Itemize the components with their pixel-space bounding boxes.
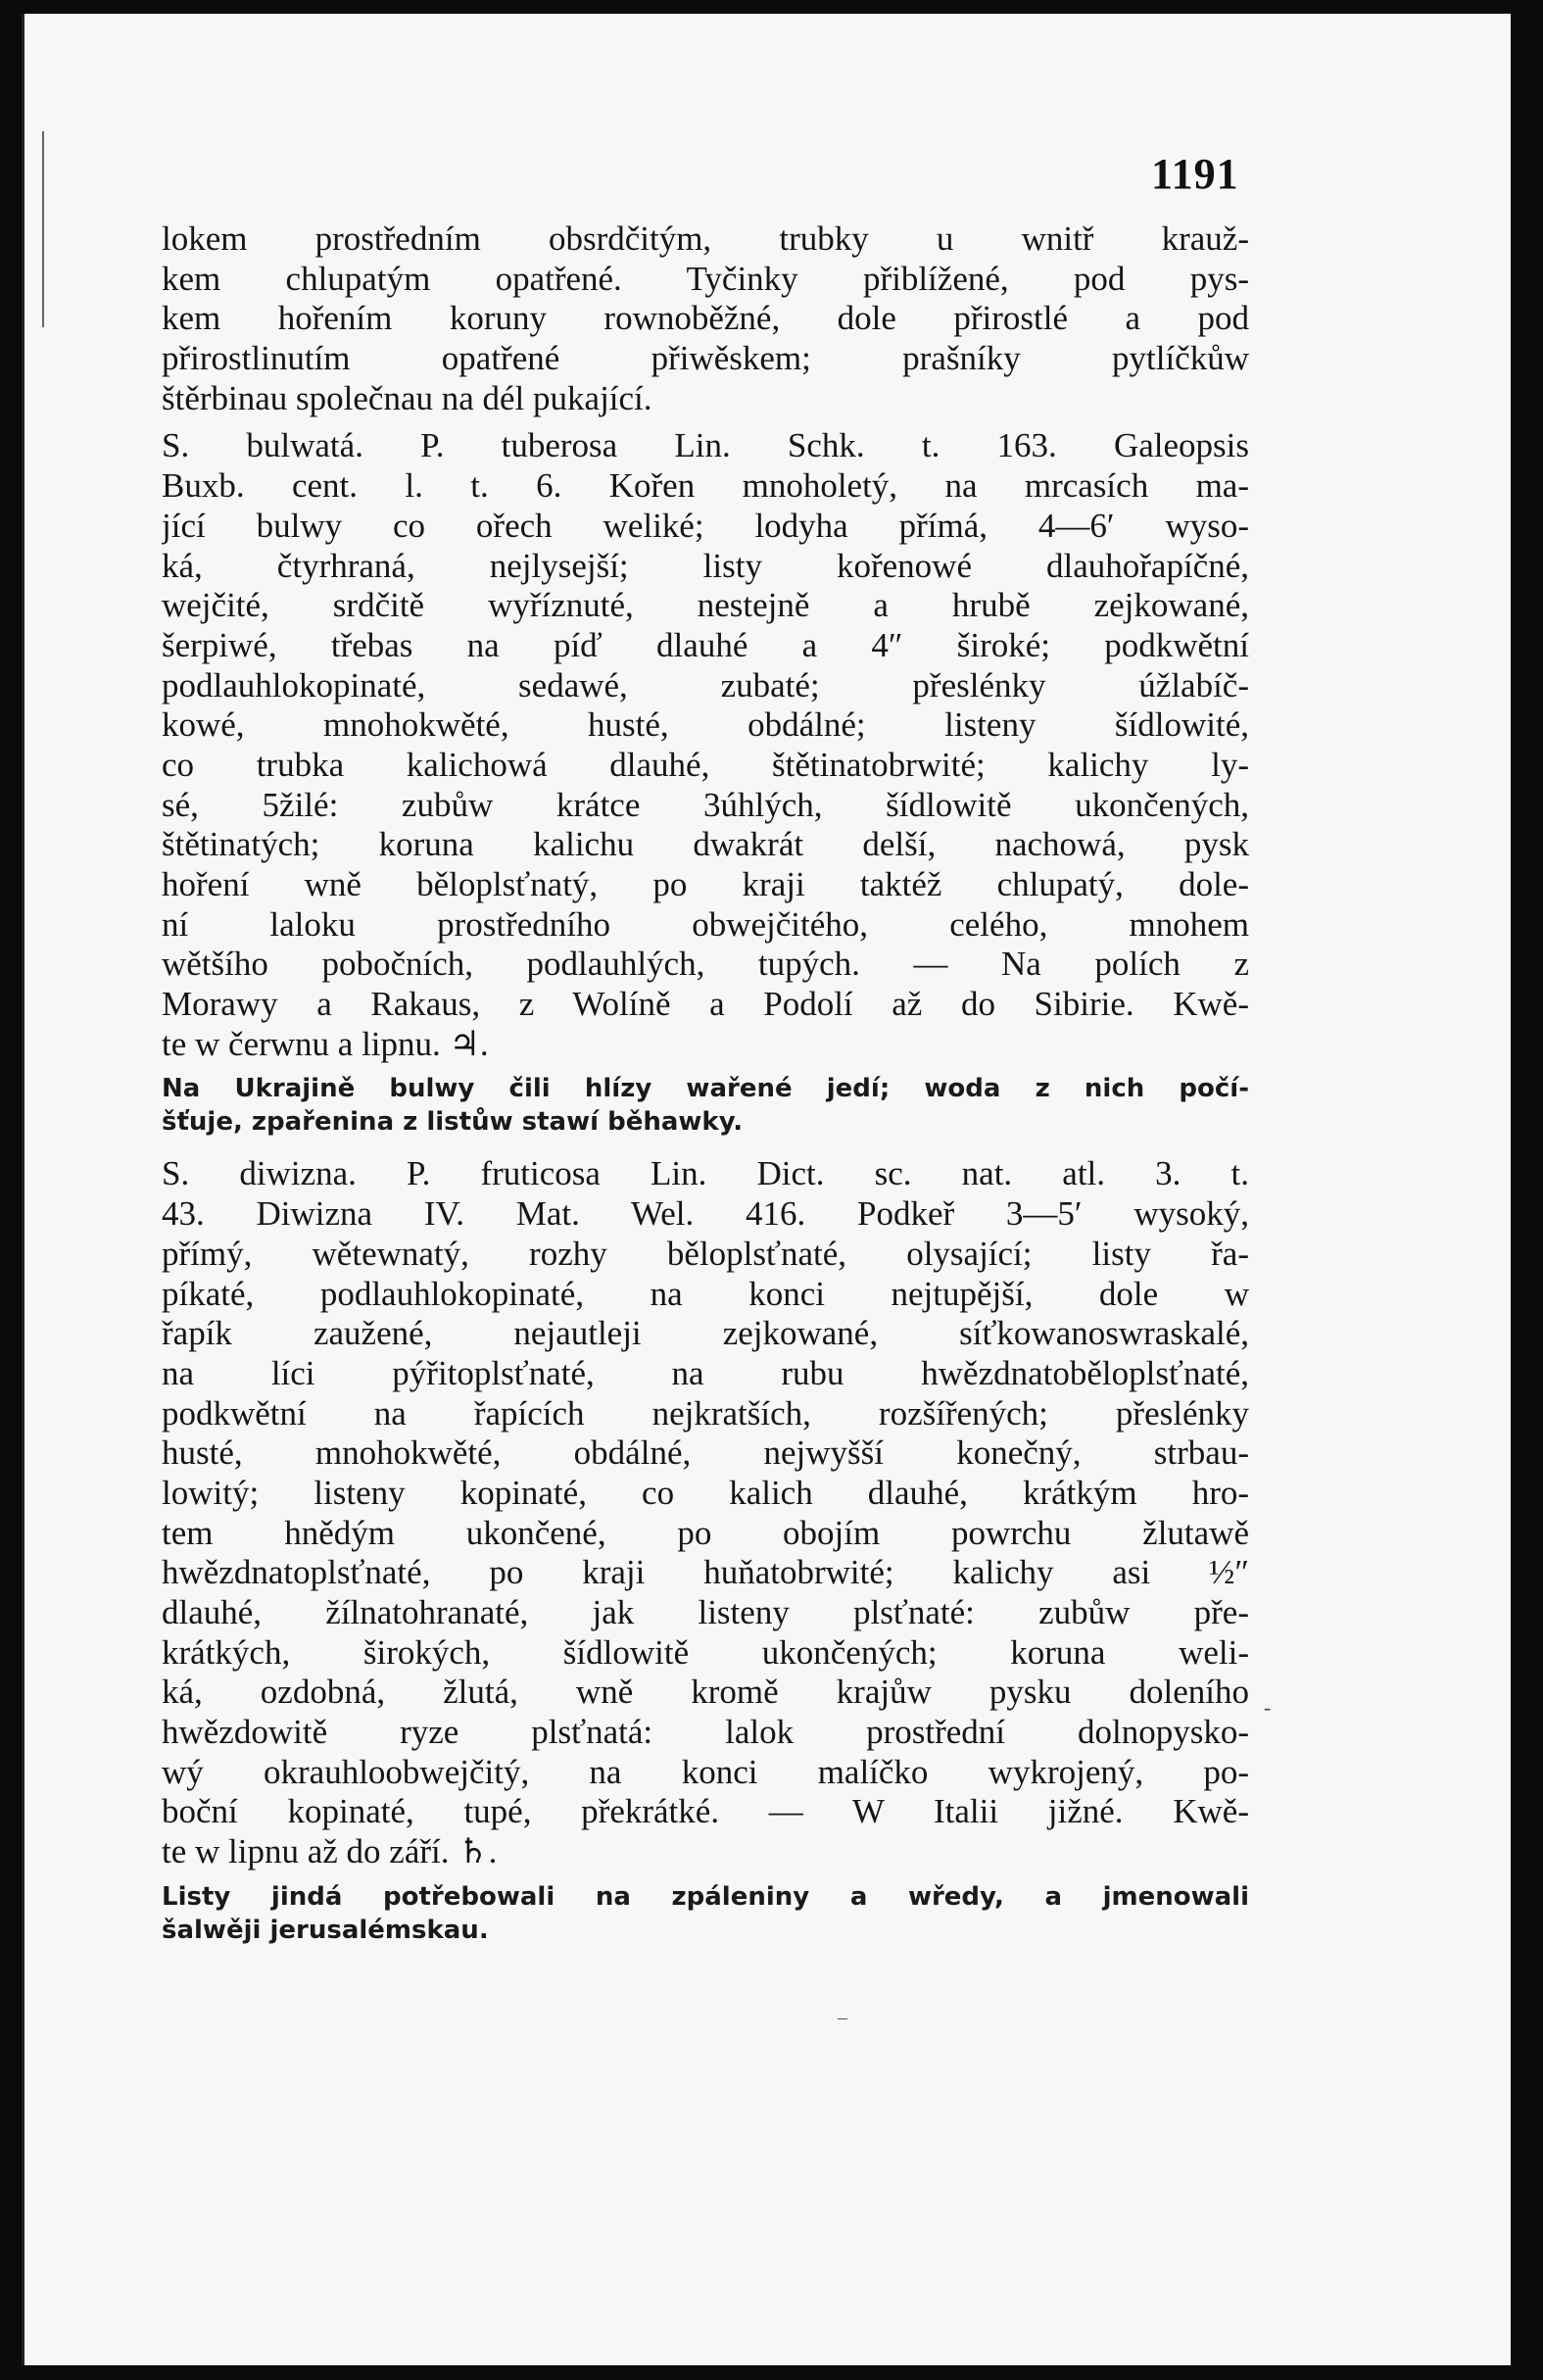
text-line: dlauhé, žílnatohranaté, jak listeny plsťnaté: zubůw pře- bbox=[162, 1593, 1249, 1631]
text-line: podlauhlokopinaté, sedawé, zubaté; přeslénky úžlabíč- bbox=[162, 665, 1249, 704]
text-line: sé, 5žilé: zubůw krátce 3úhlých, šídlowitě ukončených, bbox=[162, 785, 1249, 824]
text-line: lowitý; listeny kopinaté, co kalich dlauhé, krátkým hro- bbox=[162, 1473, 1249, 1512]
text-line: na líci pýřitoplsťnaté, na rubu hwězdnatoběloplsťnaté, bbox=[162, 1353, 1249, 1392]
text-line: Morawy a Rakaus, z Wolíně a Podolí až do Sibirie. Kwě- bbox=[162, 985, 1249, 1024]
text-line: boční kopinaté, tupé, překrátké. — W Italii jižné. Kwě- bbox=[162, 1792, 1249, 1831]
text-line: wý okrauhloobwejčitý, na konci malíčko wykrojený, po- bbox=[162, 1752, 1249, 1791]
text-line: te w lipnu až do září. ♄. bbox=[162, 1832, 498, 1871]
stray-mark: – bbox=[838, 2007, 847, 2028]
footnote-ukraine bbox=[162, 1072, 1249, 1139]
text-line: podkwětní na řapících nejkratších, rozšířených; přeslénky bbox=[162, 1393, 1249, 1433]
text-line: S. diwizna. P. fruticosa Lin. Dict. sc. nat. atl. 3. t. bbox=[162, 1154, 1249, 1193]
text-line: jící bulwy co ořech weliké; lodyha přímá, 4—6′ wyso- bbox=[162, 506, 1249, 545]
text-line: kem chlupatým opatřené. Tyčinky přiblížené, pod pys- bbox=[162, 259, 1249, 298]
text-line: šerpiwé, třebas na píď dlauhé a 4″ široké; podkwětní bbox=[162, 625, 1249, 664]
main-text bbox=[162, 219, 1249, 1947]
footnote-leaves-use bbox=[162, 1880, 1249, 1947]
text-line: kem hořením koruny rownoběžné, dole přirostlé a pod bbox=[162, 299, 1249, 338]
text-line: lokem prostředním obsrdčitým, trubky u wnitř krauž- bbox=[162, 219, 1249, 258]
text-line: wejčité, srdčitě wyříznuté, nestejně a hrubě zejkowané, bbox=[162, 586, 1249, 625]
paragraph-salvia-diwizna bbox=[162, 1154, 1249, 1871]
binding-edge bbox=[42, 131, 44, 327]
stray-mark: - bbox=[1264, 1695, 1272, 1720]
text-line: hwězdowitě ryze plsťnatá: lalok prostřední dolnopysko- bbox=[162, 1713, 1249, 1752]
paragraph-salvia-bulwata bbox=[162, 426, 1249, 1064]
text-line: píkaté, podlauhlokopinaté, na konci nejtupější, dole w bbox=[162, 1274, 1249, 1313]
text-line: štěrbinau společnau na dél pukající. bbox=[162, 378, 652, 417]
paragraph-corolla-description bbox=[162, 219, 1249, 418]
text-line: ká, ozdobná, žlutá, wně kromě krajůw pysku doleního bbox=[162, 1673, 1249, 1712]
text-line: ní laloku prostředního obwejčitého, celého, mnohem bbox=[162, 904, 1249, 944]
text-line: hoření wně běloplsťnatý, po kraji taktéž chlupatý, dole- bbox=[162, 865, 1249, 903]
text-line: 43. Diwizna IV. Mat. Wel. 416. Podkeř 3—5′ wysoký, bbox=[162, 1194, 1249, 1234]
text-line: krátkých, širokých, šídlowitě ukončených; koruna weli- bbox=[162, 1632, 1249, 1672]
footnote-line: šalwěji jerusalémskau. bbox=[162, 1915, 489, 1945]
footnote-line: Na Ukrajině bulwy čili hlízy wařené jedí; woda z nich počí- bbox=[162, 1074, 1249, 1104]
book-page bbox=[22, 14, 1511, 2365]
text-line: kowé, mnohokwěté, husté, obdálné; listeny šídlowité, bbox=[162, 705, 1249, 745]
text-line: přímý, wětewnatý, rozhy běloplsťnaté, olysající; listy řa- bbox=[162, 1234, 1249, 1273]
text-line: te w čerwnu a lipnu. ♃. bbox=[162, 1024, 489, 1063]
text-line: co trubka kalichowá dlauhé, štětinatobrwité; kalichy ly- bbox=[162, 745, 1249, 784]
text-line: ká, čtyrhraná, nejlysejší; listy kořenowé dlauhořapíčné, bbox=[162, 546, 1249, 585]
text-line: husté, mnohokwěté, obdálné, nejwyšší konečný, strbau- bbox=[162, 1433, 1249, 1473]
text-line: štětinatých; koruna kalichu dwakrát delší, nachowá, pysk bbox=[162, 825, 1249, 864]
footnote-line: Listy jindá potřebowali na zpáleniny a wředy, a jmenowali bbox=[162, 1881, 1249, 1912]
text-line: přirostlinutím opatřené přiwěskem; prašníky pytlíčkůw bbox=[162, 339, 1249, 378]
page-number: 1191 bbox=[1151, 150, 1239, 198]
text-line: hwězdnatoplsťnaté, po kraji huňatobrwité; kalichy asi ½″ bbox=[162, 1553, 1249, 1592]
text-line: wětšího pobočních, podlauhlých, tupých. — Na polích z bbox=[162, 945, 1249, 984]
footnote-line: šťuje, zpařenina z listůw stawí běhawky. bbox=[162, 1107, 744, 1138]
text-line: řapík zaužené, nejautleji zejkowané, síťkowanoswraskalé, bbox=[162, 1314, 1249, 1353]
text-line: S. bulwatá. P. tuberosa Lin. Schk. t. 163. Galeopsis bbox=[162, 426, 1249, 465]
text-line: Buxb. cent. l. t. 6. Kořen mnoholetý, na mrcasích ma- bbox=[162, 466, 1249, 506]
text-line: tem hnědým ukončené, po obojím powrchu žlutawě bbox=[162, 1513, 1249, 1552]
